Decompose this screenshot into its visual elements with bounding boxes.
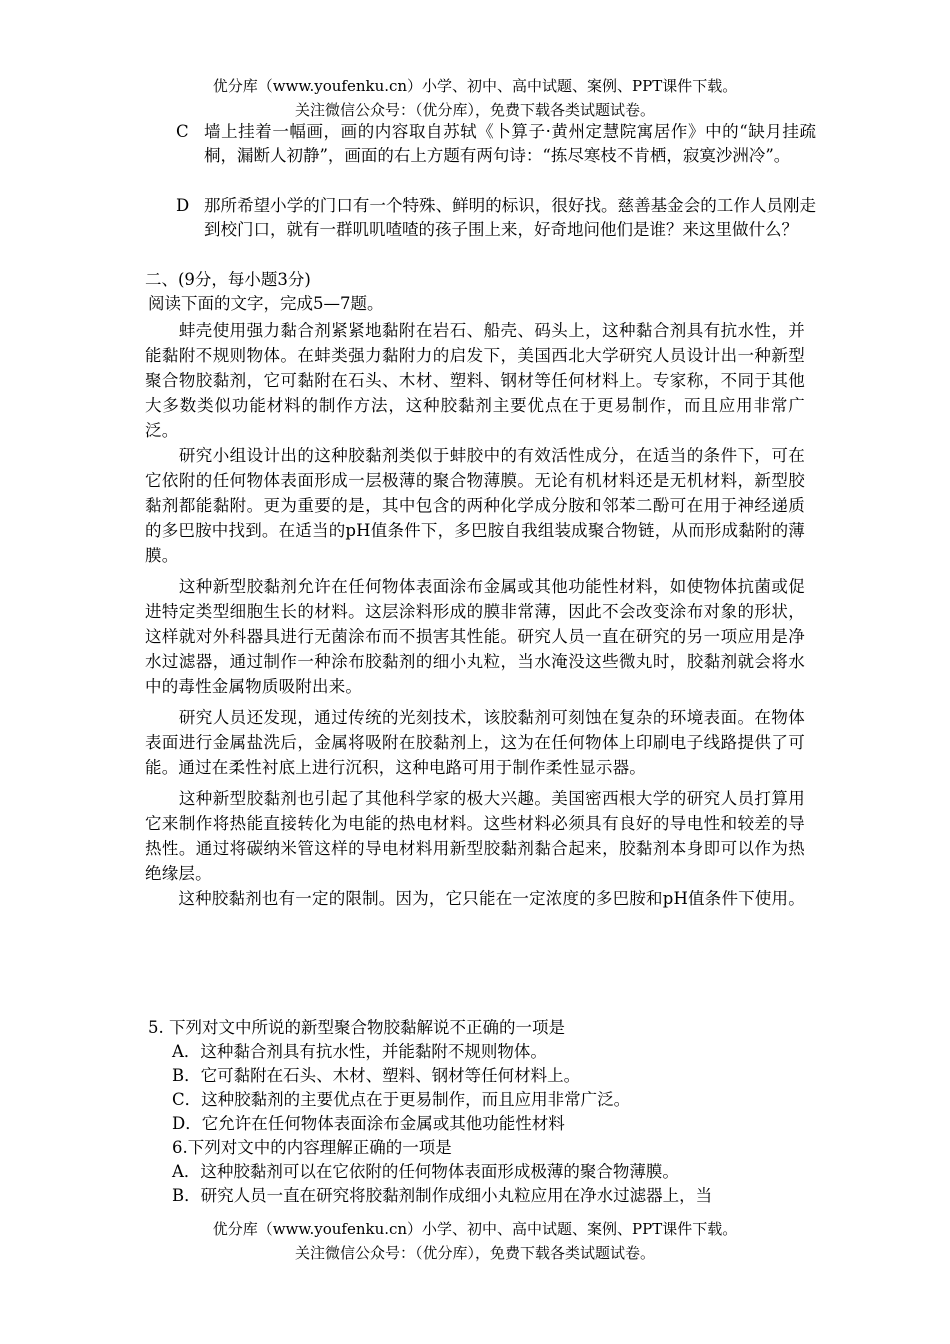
passage-paragraph-3: 这种新型胶黏剂允许在任何物体表面涂布金属或其他功能性材料，如使物体抗菌或促进特定类型细胞生长的材料。这层涂料形成的膜非常薄，因此不会改变涂布对象的形状，这样就对外科器具进行无菌涂布而不损害其性能。研究人员一直在研究的另一项应用是净水过滤器，通过制作一种涂布胶黏剂的细小丸粒，当水淹没这些微丸时，胶黏剂就会将水中的毒性金属物质吸附出来。 — [145, 577, 805, 696]
passage-paragraph-6: 这种胶黏剂也有一定的限制。因为，它只能在一定浓度的多巴胺和pH值条件下使用。 — [145, 889, 805, 908]
passage-paragraph-5: 这种新型胶黏剂也引起了其他科学家的极大兴趣。美国密西根大学的研究人员打算用它来制作将热能直接转化为电能的热电材料。这些材料必须具有良好的导电性和较差的导热性。通过将碳纳米管这样的导电材料用新型胶黏剂黏合起来，胶黏剂本身即可以作为热绝缘层。 — [145, 789, 805, 883]
question-6-option-b: B．研究人员一直在研究将胶黏剂制作成细小丸粒应用在净水过滤器上，当 — [172, 1186, 713, 1205]
question-5-option-c: C．这种胶黏剂的主要优点在于更易制作，而且应用非常广泛。 — [172, 1090, 631, 1109]
page-footer-line-2: 关注微信公众号：（优分库），免费下载各类试题试卷。 — [294, 1244, 655, 1262]
question-5-option-b: B．它可黏附在石头、木材、塑料、钢材等任何材料上。 — [172, 1066, 581, 1085]
reading-passage — [145, 318, 805, 911]
question-6-option-a: A．这种胶黏剂可以在它依附的任何物体表面形成极薄的聚合物薄膜。 — [172, 1162, 679, 1181]
prev-option-c — [176, 120, 816, 168]
passage-paragraph-2: 研究小组设计出的这种胶黏剂类似于蚌胶中的有效活性成分，在适当的条件下，可在它依附的任何物体表面形成一层极薄的聚合物薄膜。无论有机材料还是无机材料，新型胶黏剂都能黏附。更为重要的是，其中包含的两种化学成分胺和邻苯二酚可在用于神经递质的多巴胺中找到。在适当的pH值条件下，多巴胺自我组装成聚合物链，从而形成黏附的薄膜。 — [145, 446, 805, 565]
page-header-line-1: 优分库（www.youfenku.cn）小学、初中、高中试题、案例、PPT课件下载。 — [212, 77, 738, 95]
question-5-stem: 5. 下列对文中所说的新型聚合物胶黏解说不正确的一项是 — [148, 1018, 565, 1037]
prev-option-d — [176, 194, 816, 242]
option-text: 那所希望小学的门口有一个特殊、鲜明的标识，很好找。慈善基金会的工作人员刚走到校门口，就有一群叽叽喳喳的孩子围上来，好奇地问他们是谁？来这里做什么？ — [204, 196, 816, 239]
question-5-option-d: D．它允许在任何物体表面涂布金属或其他功能性材料 — [172, 1114, 565, 1133]
passage-paragraph-1: 蚌壳使用强力黏合剂紧紧地黏附在岩石、船壳、码头上，这种黏合剂具有抗水性，并能黏附不规则物体。在蚌类强力黏附力的启发下，美国西北大学研究人员设计出一种新型聚合物胶黏剂，它可黏附在石头、木材、塑料、钢材等任何材料上。专家称，不同于其他大多数类似功能材料的制作方法，这种胶黏剂主要优点在于更易制作，而且应用非常广泛。 — [145, 321, 805, 440]
option-label: C — [176, 122, 189, 141]
section-instruction: 阅读下面的文字，完成5—7题。 — [148, 294, 384, 313]
question-6-stem: 6.下列对文中的内容理解正确的一项是 — [172, 1138, 452, 1157]
section-heading: 二、(9分，每小题3分) — [145, 270, 311, 289]
option-text: 墙上挂着一幅画，画的内容取自苏轼《卜算子·黄州定慧院寓居作》中的“缺月挂疏桐，漏断人初静”，画面的右上方题有两句诗：“拣尽寒枝不肯栖，寂寞沙洲冷”。 — [204, 122, 816, 165]
option-label: D — [176, 196, 190, 215]
page-header-line-2: 关注微信公众号：（优分库），免费下载各类试题试卷。 — [294, 101, 655, 119]
page-footer-line-1: 优分库（www.youfenku.cn）小学、初中、高中试题、案例、PPT课件下载。 — [212, 1220, 738, 1238]
question-5-option-a: A．这种黏合剂具有抗水性，并能黏附不规则物体。 — [172, 1042, 547, 1061]
passage-paragraph-4: 研究人员还发现，通过传统的光刻技术，该胶黏剂可刻蚀在复杂的环境表面。在物体表面进行金属盐洗后，金属将吸附在胶黏剂上，这为在任何物体上印刷电子线路提供了可能。通过在柔性衬底上进行沉积，这种电路可用于制作柔性显示器。 — [145, 708, 805, 777]
